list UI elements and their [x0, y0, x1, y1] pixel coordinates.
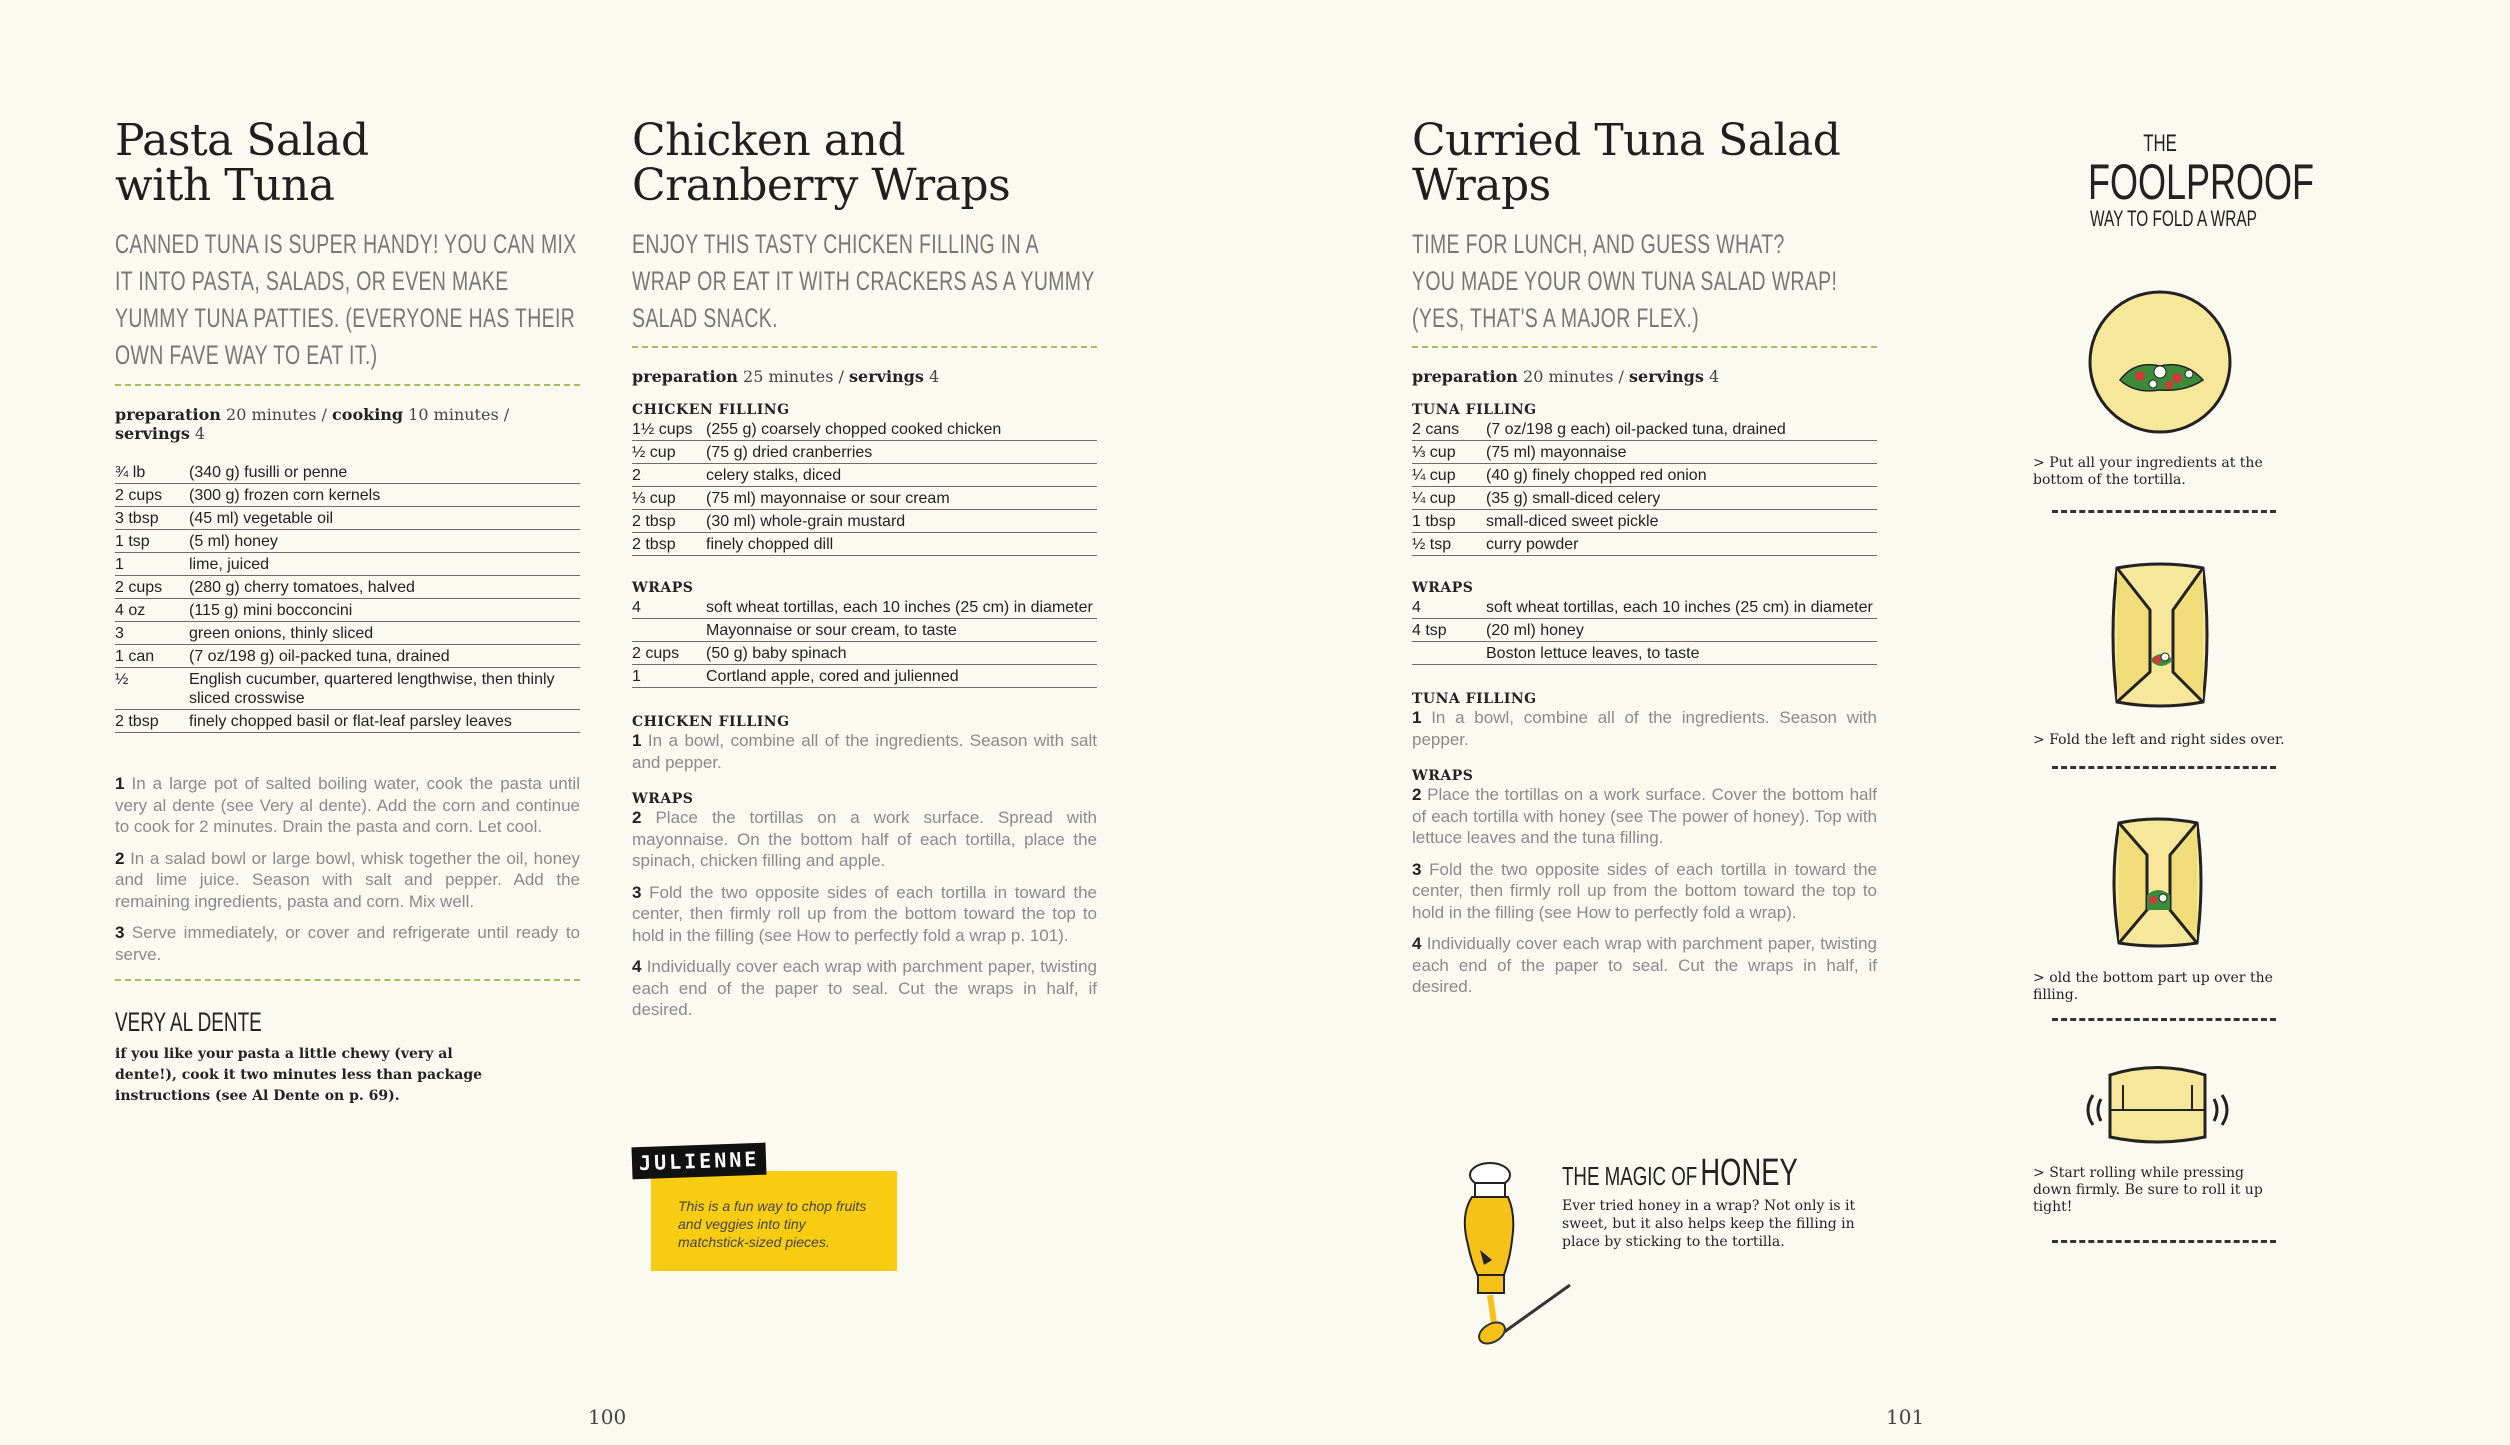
recipe-title: Pasta Salad with Tuna	[115, 115, 369, 211]
ingredient-row	[632, 464, 1097, 487]
ingredient-quantity: ½ tsp	[1412, 533, 1486, 556]
recipe-curried-tuna-wraps	[1412, 115, 1877, 1008]
step-text: Serve immediately, or cover and refrigerate until ready to serve.	[115, 923, 580, 964]
section-heading: WRAPS	[632, 791, 694, 807]
ingredient-text: lime, juiced	[189, 553, 580, 576]
ingredient-quantity: ½	[115, 668, 189, 710]
recipe-intro: CANNED TUNA IS SUPER HANDY! YOU CAN MIX IT INTO PASTA, SALADS, OR EVEN MAKE YUMMY TUNA PATTIES. (EVERYONE HAS THEIR OWN FAVE WAY TO EAT IT.)	[115, 229, 577, 370]
step-text: In a salad bowl or large bowl, whisk together the oil, honey and lime juice. Season with salt and pepper. Add the remaining ingredients, pasta and corn. Mix well.	[115, 848, 580, 911]
ingredient-text: (300 g) frozen corn kernels	[189, 484, 580, 507]
ingredient-quantity: 1	[632, 665, 706, 688]
method-step	[1412, 784, 1877, 849]
method-step	[115, 773, 580, 838]
divider	[115, 384, 580, 386]
ingredient-quantity: ⅓ cup	[1412, 441, 1486, 464]
julienne-label: JULIENNE	[631, 1143, 766, 1180]
ingredient-list	[632, 418, 1097, 556]
section-heading: WRAPS	[632, 580, 694, 596]
ingredient-text: English cucumber, quartered lengthwise, then thinly sliced crosswise	[189, 668, 580, 710]
ingredient-text: Mayonnaise or sour cream, to taste	[706, 619, 1097, 642]
ingredient-text: (280 g) cherry tomatoes, halved	[189, 576, 580, 599]
fold-step-3-caption: > old the bottom part up over the filling.	[2033, 970, 2273, 1003]
ingredient-quantity: 1	[115, 553, 189, 576]
ingredient-quantity: 4	[1412, 596, 1486, 619]
method-step	[632, 807, 1097, 872]
recipe-title: Curried Tuna Salad Wraps	[1412, 115, 1841, 211]
ingredient-quantity: 3	[115, 622, 189, 645]
ingredient-text: celery stalks, diced	[706, 464, 1097, 487]
ingredient-text: finely chopped basil or flat-leaf parsley leaves	[189, 710, 580, 733]
step-number: 4	[632, 957, 642, 976]
ingredient-text: (50 g) baby spinach	[706, 642, 1097, 665]
recipe-meta: preparation 20 minutes / cooking 10 minutes / servings 4	[115, 405, 510, 443]
fold-step-2-illustration	[2105, 560, 2215, 710]
dashed-separator	[2052, 510, 2276, 513]
step-number: 1	[115, 774, 125, 793]
ingredient-row	[115, 461, 580, 484]
step-text: Place the tortillas on a work surface. Cover the bottom half of each tortilla with honey (see The power of honey). Top with lettuce leaves and the tuna filling.	[1412, 785, 1877, 847]
ingredient-text: (40 g) finely chopped red onion	[1486, 464, 1877, 487]
ingredient-text: (255 g) coarsely chopped cooked chicken	[706, 418, 1097, 441]
step-text: Individually cover each wrap with parchment paper, twisting each end of the paper to seal. Cut the wraps in half, if desired.	[1412, 934, 1877, 996]
ingredient-text: (75 g) dried cranberries	[706, 441, 1097, 464]
ingredient-list	[1412, 596, 1877, 665]
ingredient-quantity	[632, 619, 706, 642]
recipe-meta: preparation 25 minutes / servings 4	[632, 367, 940, 386]
method-steps	[115, 773, 580, 965]
method-step	[1412, 859, 1877, 924]
ingredient-quantity: ¾ lb	[115, 461, 189, 484]
ingredient-row	[1412, 464, 1877, 487]
ingredient-row	[115, 576, 580, 599]
ingredient-quantity: 1 tsp	[115, 530, 189, 553]
method-steps	[1412, 784, 1877, 998]
ingredient-quantity: 2 cups	[115, 484, 189, 507]
honey-callout-text: Ever tried honey in a wrap? Not only is it sweet, but it also helps keep the filling in place by sticking to the tortilla.	[1562, 1198, 1856, 1250]
ingredient-text: (75 ml) mayonnaise or sour cream	[706, 487, 1097, 510]
fold-step-3-illustration	[2105, 815, 2210, 950]
section-heading: TUNA FILLING	[1412, 402, 1537, 418]
ingredient-row	[632, 487, 1097, 510]
ingredient-quantity: 1½ cups	[632, 418, 706, 441]
fold-step-1-caption: > Put all your ingredients at the bottom of the tortilla.	[2033, 455, 2263, 488]
ingredient-text: finely chopped dill	[706, 533, 1097, 556]
ingredient-quantity: 4	[632, 596, 706, 619]
section-heading: WRAPS	[1412, 768, 1474, 784]
ingredient-row	[632, 418, 1097, 441]
step-text: In a large pot of salted boiling water, cook the pasta until very al dente (see Very al dente). Add the corn and continue to cook for 2 minutes. Drain the pasta and corn. Let cool.	[115, 774, 580, 836]
ingredient-row	[632, 596, 1097, 619]
step-number: 2	[632, 808, 642, 827]
honey-callout	[1562, 1152, 1862, 1251]
method-steps	[632, 807, 1097, 1021]
ingredient-quantity: 4 oz	[115, 599, 189, 622]
ingredient-text: Boston lettuce leaves, to taste	[1486, 642, 1877, 665]
ingredient-row	[632, 441, 1097, 464]
section-heading: CHICKEN FILLING	[632, 402, 790, 418]
ingredient-text: (75 ml) mayonnaise	[1486, 441, 1877, 464]
method-step	[1412, 933, 1877, 998]
section-heading: CHICKEN FILLING	[632, 714, 790, 730]
ingredient-quantity: 1 can	[115, 645, 189, 668]
recipe-intro: TIME FOR LUNCH, AND GUESS WHAT? YOU MADE YOUR OWN TUNA SALAD WRAP! (YES, THAT'S A MAJOR FLEX.)	[1412, 229, 1838, 333]
ingredient-quantity: ¼ cup	[1412, 487, 1486, 510]
method-step: 1 In a bowl, combine all of the ingredients. Season with pepper.	[1412, 708, 1877, 749]
step-number: 2	[115, 848, 125, 868]
method-step	[632, 882, 1097, 947]
ingredient-list	[632, 596, 1097, 688]
ingredient-row	[1412, 596, 1877, 619]
ingredient-row	[115, 668, 580, 710]
ingredient-row	[115, 710, 580, 733]
ingredient-quantity: 4 tsp	[1412, 619, 1486, 642]
divider	[1412, 346, 1877, 348]
ingredient-row	[632, 510, 1097, 533]
julienne-tip-box	[651, 1171, 897, 1271]
recipe-meta: preparation 20 minutes / servings 4	[1412, 367, 1720, 386]
ingredient-list	[115, 461, 580, 733]
recipe-title: Chicken and Cranberry Wraps	[632, 115, 1011, 211]
ingredient-quantity: 2 tbsp	[115, 710, 189, 733]
page-number: 100	[588, 1405, 627, 1429]
ingredient-row	[115, 622, 580, 645]
dashed-separator	[2052, 1018, 2276, 1021]
foolproof-title: THE FOOLPROOF WAY TO FOLD A WRAP	[2088, 130, 2315, 231]
ingredient-row	[115, 553, 580, 576]
ingredient-row	[1412, 487, 1877, 510]
fold-step-2-caption: > Fold the left and right sides over.	[2033, 732, 2285, 748]
ingredient-row	[1412, 619, 1877, 642]
recipe-pasta-salad	[115, 115, 580, 1107]
ingredient-text: (20 ml) honey	[1486, 619, 1877, 642]
section-heading: WRAPS	[1412, 580, 1474, 596]
ingredient-quantity: 2 cups	[632, 642, 706, 665]
ingredient-quantity: ½ cup	[632, 441, 706, 464]
ingredient-row	[1412, 533, 1877, 556]
ingredient-row	[632, 665, 1097, 688]
ingredient-quantity: 2 tbsp	[632, 533, 706, 556]
step-text: Individually cover each wrap with parchment paper, twisting each end of the paper to seal. Cut the wraps in half, if desired.	[632, 957, 1097, 1019]
step-number: 2	[1412, 785, 1422, 804]
step-number: 3	[115, 923, 125, 942]
method-step: 1 In a bowl, combine all of the ingredients. Season with salt and pepper.	[632, 731, 1097, 772]
divider	[632, 346, 1097, 348]
ingredient-text: soft wheat tortillas, each 10 inches (25 cm) in diameter	[1486, 596, 1877, 619]
ingredient-text: (30 ml) whole-grain mustard	[706, 510, 1097, 533]
ingredient-quantity: 1 tbsp	[1412, 510, 1486, 533]
ingredient-text: (5 ml) honey	[189, 530, 580, 553]
step-text: Fold the two opposite sides of each tortilla in toward the center, then firmly roll up from the bottom toward the top to hold in the filling (see How to perfectly fold a wrap p. 101).	[632, 882, 1097, 945]
step-number: 3	[632, 882, 642, 902]
method-step	[115, 922, 580, 965]
ingredient-text: soft wheat tortillas, each 10 inches (25 cm) in diameter	[706, 596, 1097, 619]
divider	[115, 979, 580, 981]
dashed-separator	[2052, 1240, 2276, 1243]
ingredient-quantity: ⅓ cup	[632, 487, 706, 510]
ingredient-text: (35 g) small-diced celery	[1486, 487, 1877, 510]
ingredient-text: (115 g) mini bocconcini	[189, 599, 580, 622]
ingredient-row	[1412, 510, 1877, 533]
ingredient-quantity	[1412, 642, 1486, 665]
ingredient-row	[1412, 418, 1877, 441]
ingredient-text: Cortland apple, cored and julienned	[706, 665, 1097, 688]
ingredient-text: (7 oz/198 g each) oil-packed tuna, drained	[1486, 418, 1877, 441]
ingredient-text: small-diced sweet pickle	[1486, 510, 1877, 533]
fold-step-4-illustration	[2075, 1055, 2240, 1150]
ingredient-quantity: 2	[632, 464, 706, 487]
ingredient-text: green onions, thinly sliced	[189, 622, 580, 645]
ingredient-row	[632, 619, 1097, 642]
ingredient-row	[115, 599, 580, 622]
ingredient-row	[632, 642, 1097, 665]
section-heading: TUNA FILLING	[1412, 691, 1537, 707]
ingredient-quantity: 2 cans	[1412, 418, 1486, 441]
honey-callout-title: THE MAGIC OF HONEY	[1562, 1152, 1798, 1194]
ingredient-row	[115, 507, 580, 530]
ingredient-text: (340 g) fusilli or penne	[189, 461, 580, 484]
step-text: Fold the two opposite sides of each tortilla in toward the center, then firmly roll up from the bottom toward the top to hold in the filling (see How to perfectly fold a wrap).	[1412, 859, 1877, 922]
ingredient-quantity: ¼ cup	[1412, 464, 1486, 487]
tip-title: VERY AL DENTE	[115, 1007, 262, 1037]
ingredient-text: curry powder	[1486, 533, 1877, 556]
ingredient-row	[115, 530, 580, 553]
method-step	[115, 848, 580, 913]
step-text: Place the tortillas on a work surface. Spread with mayonnaise. On the bottom half of each tortilla, place the spinach, chicken filling and apple.	[632, 808, 1097, 870]
ingredient-quantity: 3 tbsp	[115, 507, 189, 530]
tip-text: if you like your pasta a little chewy (very al dente!), cook it two minutes less than package instructions (see Al Dente on p. 69).	[115, 1046, 483, 1104]
ingredient-text: (7 oz/198 g) oil-packed tuna, drained	[189, 645, 580, 668]
ingredient-row	[1412, 642, 1877, 665]
step-number: 4	[1412, 934, 1422, 953]
ingredient-quantity: 2 tbsp	[632, 510, 706, 533]
fold-step-1-illustration	[2085, 290, 2235, 435]
fold-step-4-caption: > Start rolling while pressing down firmly. Be sure to roll it up tight!	[2033, 1165, 2263, 1215]
method-step	[632, 956, 1097, 1021]
ingredient-row	[115, 484, 580, 507]
recipe-chicken-cranberry-wraps	[632, 115, 1097, 1031]
page-number: 101	[1886, 1405, 1925, 1429]
dashed-separator	[2052, 766, 2276, 769]
recipe-intro: ENJOY THIS TASTY CHICKEN FILLING IN A WRAP OR EAT IT WITH CRACKERS AS A YUMMY SALAD SNACK.	[632, 229, 1095, 333]
julienne-text: This is a fun way to chop fruits and veggies into tiny matchstick-sized pieces.	[678, 1198, 867, 1250]
ingredient-row	[115, 645, 580, 668]
ingredient-list	[1412, 418, 1877, 556]
ingredient-row	[632, 533, 1097, 556]
ingredient-row	[1412, 441, 1877, 464]
step-number: 3	[1412, 859, 1422, 879]
ingredient-text: (45 ml) vegetable oil	[189, 507, 580, 530]
ingredient-quantity: 2 cups	[115, 576, 189, 599]
